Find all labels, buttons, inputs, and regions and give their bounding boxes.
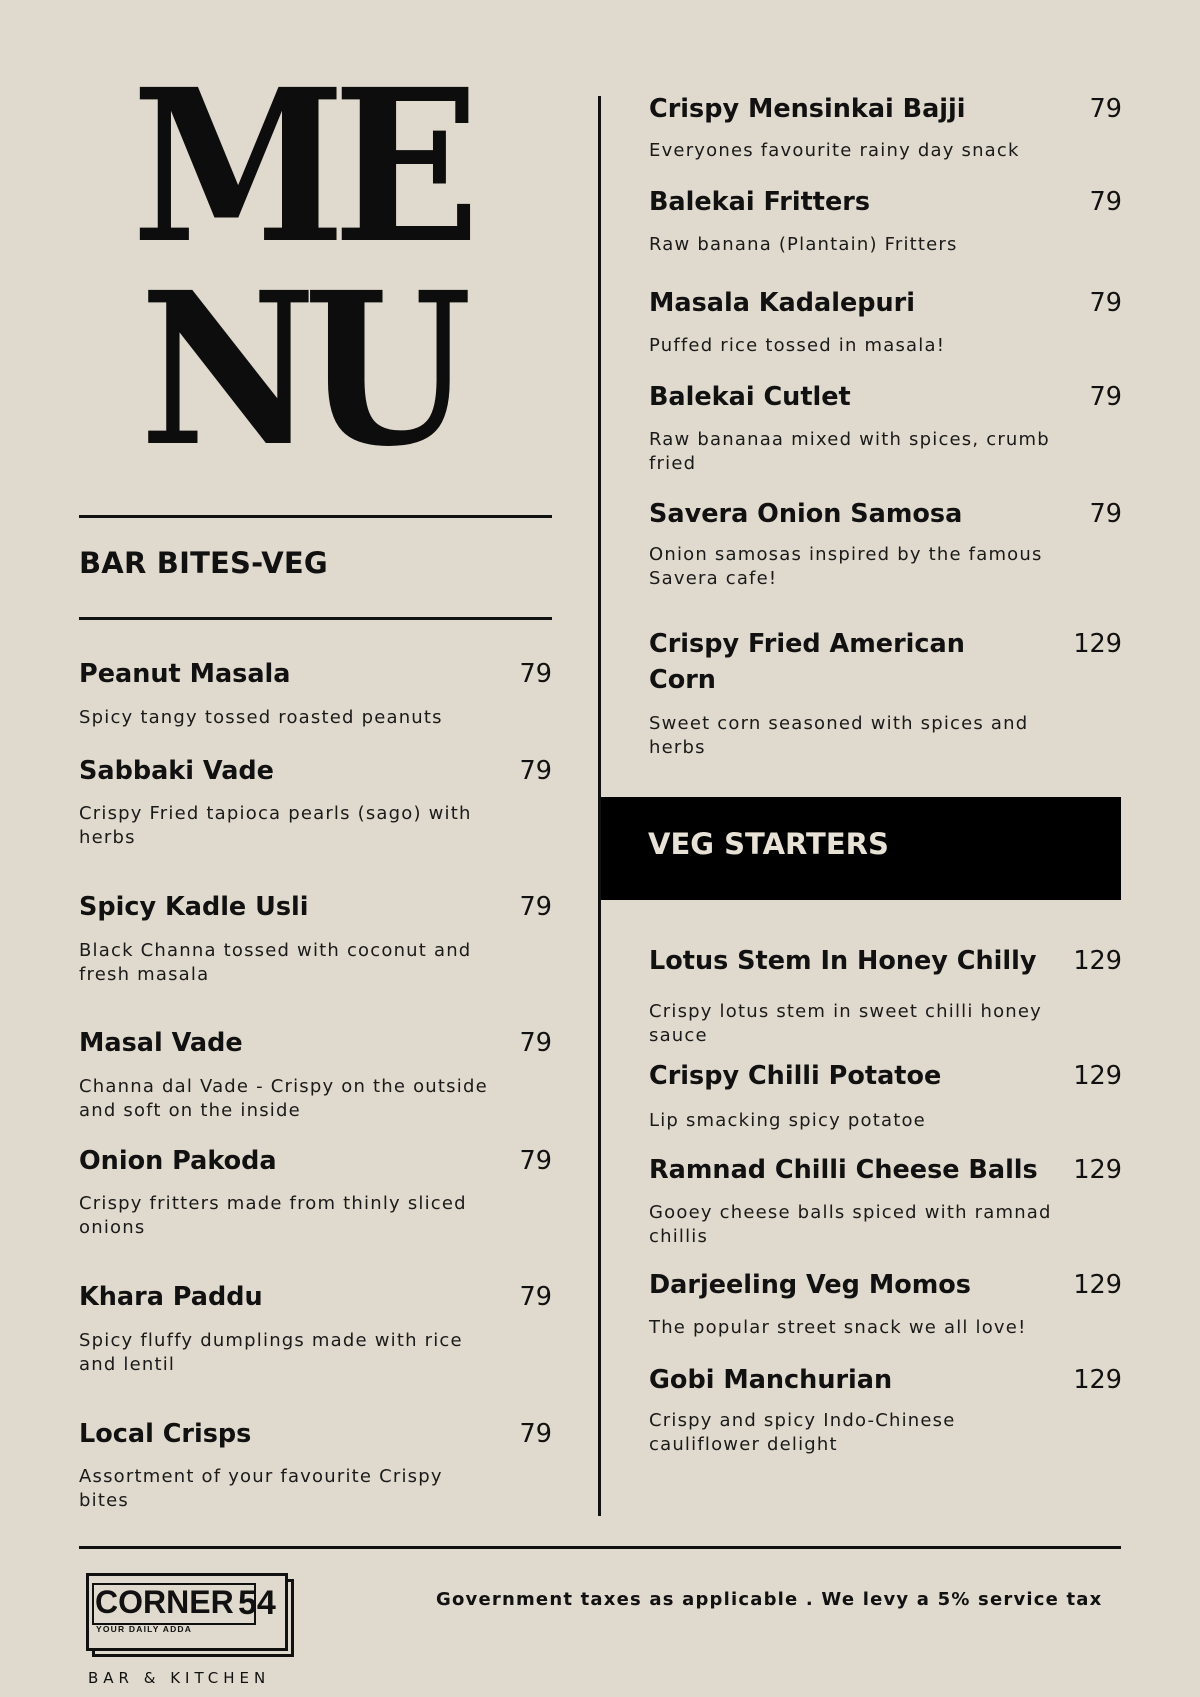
item-price: 79	[1089, 94, 1122, 124]
item-price: 79	[1089, 382, 1122, 412]
item-name: Local Crisps	[79, 1419, 252, 1449]
logo-subtitle: BAR & KITCHEN	[88, 1669, 271, 1687]
item-description: Spicy tangy tossed roasted peanuts	[79, 707, 443, 728]
item-description: Raw banana (Plantain) Fritters	[649, 234, 958, 255]
item-description: Lip smacking spicy potatoe	[649, 1110, 926, 1131]
item-price: 129	[1073, 1155, 1122, 1185]
item-description: Black Channa tossed with coconut and fresh masala	[79, 940, 472, 985]
item-price: 79	[519, 1282, 552, 1312]
divider-top	[79, 515, 552, 518]
item-name: Balekai Cutlet	[649, 382, 851, 412]
divider-under-heading	[79, 617, 552, 620]
item-price: 79	[1089, 499, 1122, 529]
item-price: 129	[1073, 1270, 1122, 1300]
item-name: Lotus Stem In Honey Chilly	[649, 946, 1037, 976]
item-price: 79	[519, 1028, 552, 1058]
logo-wordmark: CORNER	[95, 1584, 234, 1620]
item-description: Everyones favourite rainy day snack	[649, 140, 1020, 161]
item-description: Crispy Fried tapioca pearls (sago) with herbs	[79, 803, 472, 848]
item-name: Peanut Masala	[79, 659, 291, 689]
item-price: 79	[519, 1146, 552, 1176]
item-name: Masal Vade	[79, 1028, 243, 1058]
item-description: Crispy lotus stem in sweet chilli honey sauce	[649, 1001, 1043, 1046]
item-description: Assortment of your favourite Crispy bites	[79, 1466, 443, 1511]
corner54-logo	[86, 1573, 296, 1659]
item-name: Spicy Kadle Usli	[79, 892, 309, 922]
item-price: 79	[519, 756, 552, 786]
item-name: Savera Onion Samosa	[649, 499, 963, 529]
item-name: Crispy Chilli Potatoe	[649, 1061, 942, 1091]
item-name: Crispy Mensinkai Bajji	[649, 94, 966, 124]
logo-number: 54	[238, 1584, 276, 1622]
item-description: The popular street snack we all love!	[649, 1317, 1027, 1338]
item-price: 79	[1089, 288, 1122, 318]
item-description: Crispy and spicy Indo-Chinese cauliflower delight	[649, 1410, 956, 1455]
item-description: Channa dal Vade - Crispy on the outside and soft on the inside	[79, 1076, 488, 1121]
item-price: 79	[519, 892, 552, 922]
item-description: Spicy fluffy dumplings made with rice and lentil	[79, 1330, 463, 1375]
footer-divider	[79, 1546, 1121, 1549]
item-price: 79	[519, 1419, 552, 1449]
item-price: 129	[1073, 946, 1122, 976]
section-heading-veg-starters: VEG STARTERS	[648, 827, 889, 861]
item-price: 79	[1089, 187, 1122, 217]
item-description: Onion samosas inspired by the famous Savera cafe!	[649, 544, 1043, 589]
item-name: Balekai Fritters	[649, 187, 870, 217]
tax-note: Government taxes as applicable . We levy a 5% service tax	[436, 1589, 1103, 1610]
menu-title-line2: NU	[139, 246, 460, 493]
item-name: Sabbaki Vade	[79, 756, 274, 786]
item-name: Crispy Fried American Corn	[649, 629, 965, 695]
item-price: 129	[1073, 629, 1122, 659]
item-price: 79	[519, 659, 552, 689]
section-heading-bar-bites: BAR BITES-VEG	[79, 546, 328, 580]
item-description: Sweet corn seasoned with spices and herbs	[649, 713, 1029, 758]
item-description: Puffed rice tossed in masala!	[649, 335, 946, 356]
item-description: Raw bananaa mixed with spices, crumb fried	[649, 429, 1050, 474]
item-name: Masala Kadalepuri	[649, 288, 915, 318]
logo-tagline: YOUR DAILY ADDA	[96, 1624, 193, 1634]
item-description: Gooey cheese balls spiced with ramnad chillis	[649, 1202, 1052, 1247]
menu-title-line1: ME	[131, 43, 468, 290]
item-description: Crispy fritters made from thinly sliced onions	[79, 1193, 467, 1238]
item-name: Khara Paddu	[79, 1282, 263, 1312]
item-name: Onion Pakoda	[79, 1146, 277, 1176]
item-price: 129	[1073, 1365, 1122, 1395]
item-name: Darjeeling Veg Momos	[649, 1270, 971, 1300]
item-name: Gobi Manchurian	[649, 1365, 893, 1395]
item-price: 129	[1073, 1061, 1122, 1091]
item-name: Ramnad Chilli Cheese Balls	[649, 1155, 1038, 1185]
